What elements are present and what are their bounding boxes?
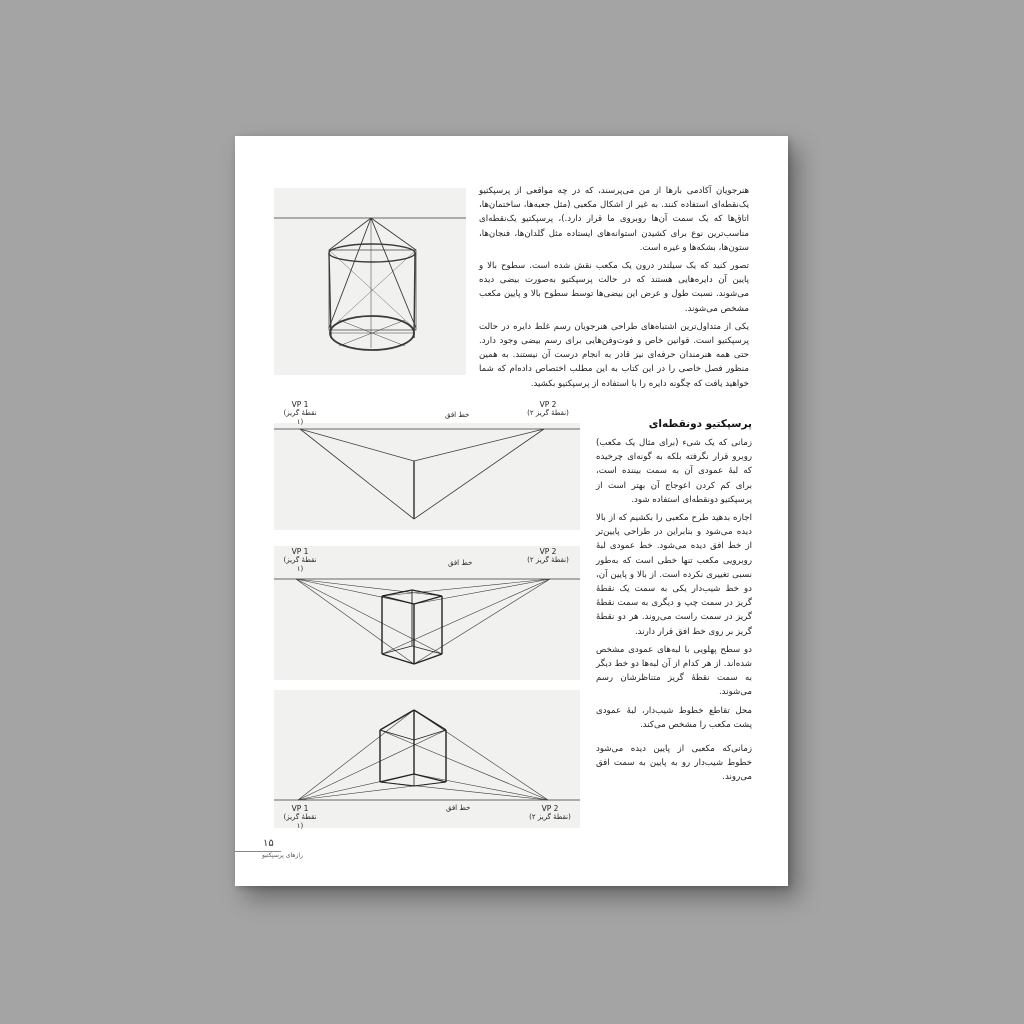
page-number: ۱۵ <box>263 838 274 849</box>
vp2-sub-text: (نقطهٔ گریز ۲) <box>527 556 569 564</box>
two-point-cube-above-figure <box>274 546 580 680</box>
section-final-text <box>596 742 752 789</box>
vp2-label-fig2 <box>526 400 570 418</box>
running-head: رازهای پرسپکتیو <box>262 852 303 859</box>
two-point-lines-svg <box>274 423 580 530</box>
section-paragraph-4: محل تقاطع خطوط شیب‌دار، لبهٔ عمودی پشت مکعب را مشخص می‌کند. <box>596 705 752 730</box>
horizon-label-fig2: خط افق <box>445 411 470 419</box>
two-point-lines-figure <box>274 423 580 530</box>
vp1-sub-text: (نقطهٔ گریز ۱) <box>283 556 317 573</box>
section-text <box>596 418 752 736</box>
cube-above-svg <box>274 546 580 680</box>
intro-paragraph-1: هنرجویان آکادمی بارها از من می‌پرسند، که در چه مواقعی از پرسپکتیو یک‌نقطه‌ای استفاده کنند. به غیر از اشکال مکعبی (مثل جعبه‌ها، ساختمان‌ها، اتاق‌ها که یک سمت آن‌ها روبروی ما قرار دارد.)، پرسپکتیو یک‌نقطه‌ای مناسب‌ترین نوع برای کشیدن استوانه‌های ایستاده مثل گلدان‌ها، فنجان‌ها، ستون‌ها، بشکه‌ها و غیره است. <box>479 186 749 253</box>
vp1-sub-text: (نقطهٔ گریز ۱) <box>283 409 317 426</box>
section-paragraph-1: زمانی که یک شیء (برای مثال یک مکعب) روبرو قرار نگرفته بلکه به گونه‌ای چرخیده که لبهٔ عمودی آن به سمت بیننده است، برای کم کردن اعوجاج آن بهتر است از پرسپکتیو دونقطه‌ای استفاده شود. <box>596 438 752 505</box>
section-paragraph-5: زمانی‌که مکعبی از پایین دیده می‌شود خطوط شیب‌دار رو به پایین به سمت افق می‌روند. <box>596 744 752 783</box>
section-paragraph-2: اجازه بدهید طرح مکعبی را بکشیم که از بالا دیده می‌شود و بنابراین در طراحی پایین‌تر از خط افق دیده می‌شود. خط عمودی لبهٔ روبرویی مکعب تنها خطی است که به‌طور نسبی تغییری نکرده است. از بالا و پایین آن، دو خط شیب‌دار یکی به سمت یک نقطهٔ گریز در سمت چپ و دیگری به سمت نقطهٔ گریز در سمت راست می‌روند. هر دو نقطهٔ گریز بر روی خط افق قرار دارند. <box>596 513 752 637</box>
vp1-label-fig3 <box>282 547 318 574</box>
vp1-sub-text: (نقطهٔ گریز ۱) <box>283 813 317 830</box>
intro-paragraph-2: تصور کنید که یک سیلندر درون یک مکعب نقش شده است. سطوح بالا و پایین آن دایره‌هایی هستند که در حالت پرسپکتیو به‌صورت بیضی دیده می‌شوند. نسبت طول و عرض این بیضی‌ها توسط سطوح بالا و پایین مکعب مشخص می‌شوند. <box>479 261 749 314</box>
horizon-label-fig3: خط افق <box>448 559 473 567</box>
section-heading: پرسپکتیو دونقطه‌ای <box>648 418 752 430</box>
vp2-text: VP 2 <box>541 804 559 813</box>
horizon-label-fig4: خط افق <box>446 804 471 812</box>
vp2-sub-text: (نقطهٔ گریز ۲) <box>529 813 571 821</box>
section-paragraph-3: دو سطح پهلویی با لبه‌های عمودی مشخص شده‌اند. از هر کدام از آن لبه‌ها دو خط دیگر به سمت نقطهٔ گریز متناظرشان رسم می‌شوند. <box>596 644 752 698</box>
intro-paragraph-3: یکی از متداول‌ترین اشتباه‌های طراحی هنرجویان رسم غلط دایره در حالت پرسپکتیو است. قوانین خاص و فوت‌وفن‌هایی برای رسم بیضی وجود دارد. حتی همه هنرمندان حرفه‌ای نیز قادر به انجام درست آن نیستند. به همین منظور فصل خاصی را در این کتاب به این مطلب اختصاص داده‌ام که شما خواهید یافت که چگونه دایره را با استفاده از پرسپکتیو بکشید. <box>479 321 749 389</box>
vp2-label-fig3 <box>526 547 570 565</box>
vp2-text: VP 2 <box>539 547 557 556</box>
vp1-text: VP 1 <box>291 804 309 813</box>
vp1-text: VP 1 <box>291 400 309 409</box>
vp2-sub-text: (نقطهٔ گریز ۲) <box>527 409 569 417</box>
vp1-text: VP 1 <box>291 547 309 556</box>
vp1-label-fig4 <box>282 804 318 831</box>
vp1-label-fig2 <box>282 400 318 427</box>
vp2-label-fig4 <box>528 804 572 822</box>
cylinder-sketch-svg <box>274 188 466 375</box>
vp2-text: VP 2 <box>539 400 557 409</box>
cylinder-sketch-figure <box>274 188 466 375</box>
intro-text <box>479 184 749 395</box>
